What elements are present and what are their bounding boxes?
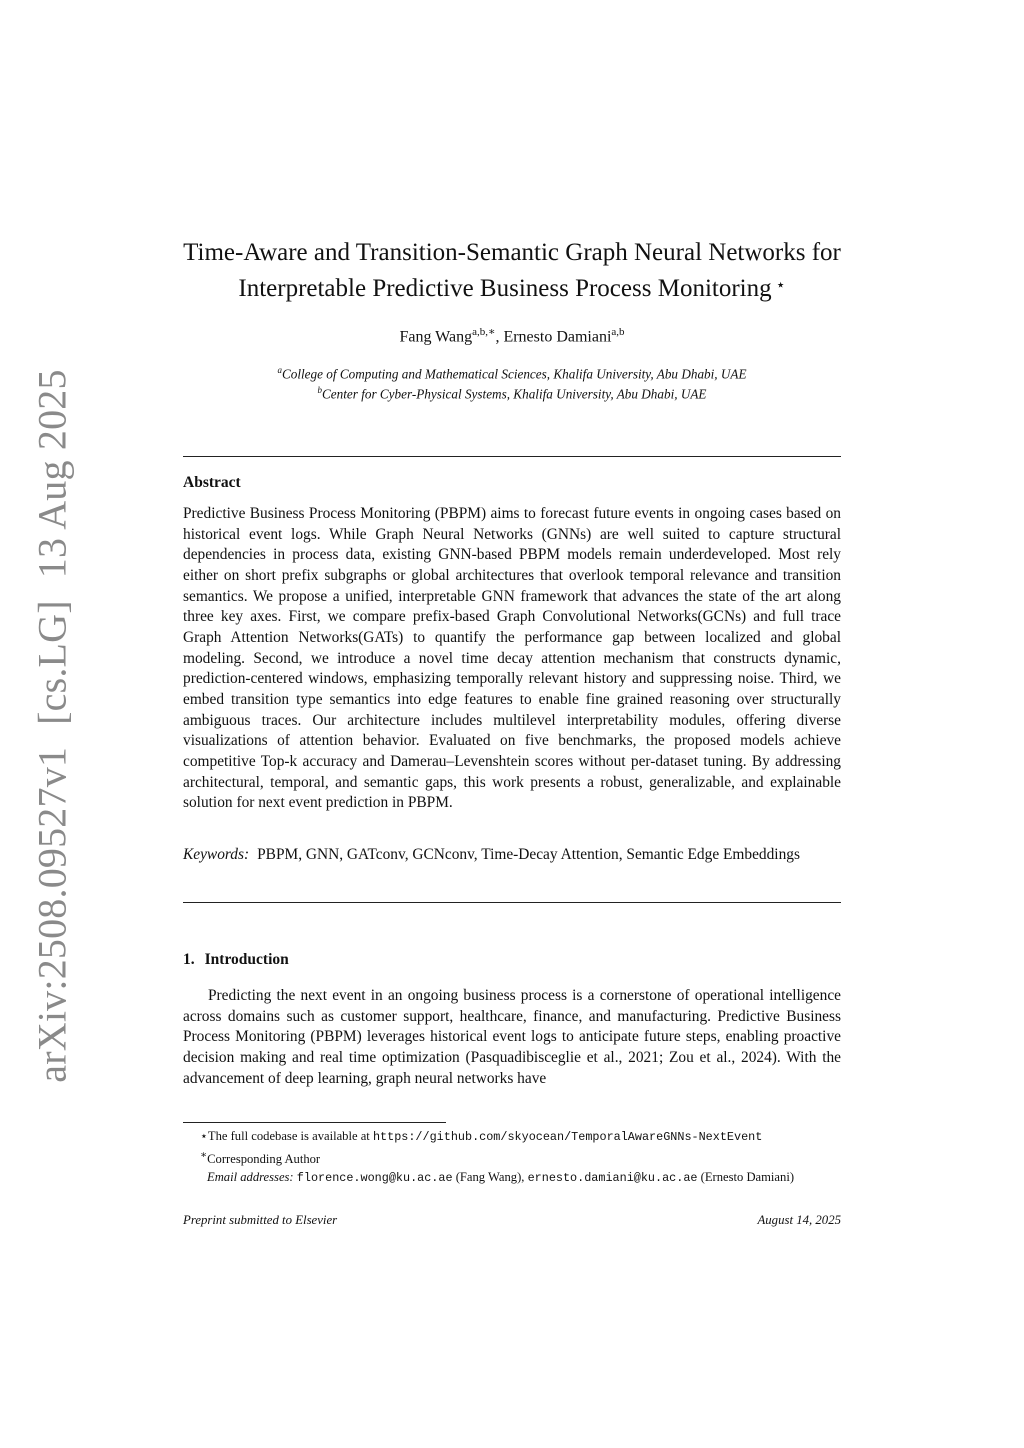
author-2-name: Ernesto Damiani	[503, 328, 612, 346]
affiliation-b	[150, 382, 874, 402]
affiliation-a-text: College of Computing and Mathematical Sciences, Khalifa University, Abu Dhabi, UAE	[281, 366, 747, 382]
author-list	[150, 325, 874, 346]
footer-preprint-note: Preprint submitted to Elsevier	[183, 1213, 338, 1227]
section-title: Introduction	[204, 951, 289, 968]
footnote-codebase-text: The full codebase is available at	[207, 1129, 370, 1143]
email-link-wang[interactable]: florence.wong@ku.ac.ae	[296, 1171, 453, 1186]
section-heading-introduction	[183, 951, 289, 969]
abstract-bottom-rule	[183, 902, 841, 903]
author-separator: ,	[495, 328, 504, 346]
footnote-corresponding-mark: ∗	[200, 1149, 208, 1161]
footer-date: August 14, 2025	[757, 1213, 841, 1227]
arxiv-id[interactable]: arXiv:2508.09527v1	[29, 746, 75, 1083]
affiliation-b-mark: b	[317, 385, 323, 396]
arxiv-side-stamp	[29, 369, 76, 1082]
section-number: 1.	[183, 951, 195, 968]
footnote-corresponding	[200, 1147, 794, 1169]
keywords-text: PBPM, GNN, GATconv, GCNconv, Time-Decay Attention, Semantic Edge Embeddings	[257, 846, 800, 863]
email-link-damiani[interactable]: ernesto.damiani@ku.ac.ae	[527, 1171, 698, 1186]
arxiv-category: [cs.LG]	[29, 600, 75, 725]
affiliation-a	[150, 362, 874, 382]
keywords	[183, 845, 841, 866]
affiliation-b-text: Center for Cyber-Physical Systems, Khalifa University, Abu Dhabi, UAE	[322, 386, 707, 402]
footnotes	[200, 1127, 794, 1188]
author-1-name: Fang Wang	[399, 328, 473, 346]
footnote-corresponding-text: Corresponding Author	[207, 1151, 321, 1166]
affiliation-a-mark: a	[277, 365, 282, 375]
email-2-owner: (Ernesto Damiani)	[700, 1170, 795, 1185]
title-line-2	[150, 269, 874, 305]
footnote-star-mark: ⋆	[200, 1129, 208, 1143]
footnote-rule	[183, 1122, 446, 1123]
codebase-url-link[interactable]: https://github.com/skyocean/TemporalAwareGNNs-NextEvent	[372, 1130, 763, 1144]
introduction-paragraph: Predicting the next event in an ongoing business process is a cornerstone of operational intelligence across domains such as customer support, healthcare, finance, and manufacturing. Predictive Business Process Monitoring (PBPM) leverages historical event logs to anticipate future steps, enabling proactive decision making and real time optimization (Pasquadibisceglie et al., 2021; Zou et al., 2024). With the advancement of deep learning, graph neural networks have	[183, 987, 841, 1087]
email-1-owner: (Fang Wang),	[455, 1170, 525, 1185]
arxiv-date: 13 Aug 2025	[29, 369, 75, 579]
paper-title	[150, 236, 874, 305]
footnote-codebase	[200, 1127, 794, 1147]
title-footnote-star[interactable]: ⋆	[775, 277, 786, 294]
title-line-1: Time-Aware and Transition-Semantic Graph Neural Networks for	[183, 239, 841, 266]
footnote-emails	[200, 1168, 794, 1188]
title-line-2-text: Interpretable Predictive Business Process Monitoring	[238, 275, 772, 302]
abstract-top-rule	[183, 456, 841, 457]
abstract-body: Predictive Business Process Monitoring (PBPM) aims to forecast future events in ongoing cases based on historical event logs. While Graph Neural Networks (GNNs) are well suited to capture structural dependencies in process data, existing GNN-based PBPM models remain underdeveloped. Most rely either on short prefix subgraphs or global architectures that overlook temporal relevance and transition semantics. We propose a unified, interpretable GNN framework that advances the state of the art along three key axes. First, we compare prefix-based Graph Convolutional Networks(GCNs) and full trace Graph Attention Networks(GATs) to quantify the performance gap between localized and global modeling. Second, we introduce a novel time decay attention mechanism that constructs dynamic, prediction-centered windows, emphasizing temporally relevant history and suppressing noise. Third, we embed transition type semantics into edge features to enable fine grained reasoning over structurally ambiguous traces. Our architecture includes multilevel interpretability modules, offering diverse visualizations of attention behavior. Evaluated on five benchmarks, the proposed models achieve competitive Top-k accuracy and Damerau–Levenshtein scores without per-dataset tuning. By addressing architectural, temporal, and semantic gaps, this work presents a robust, generalizable, and explainable solution for next event prediction in PBPM.	[183, 505, 841, 812]
author-2-affil-marks[interactable]: a,b	[611, 326, 625, 338]
affiliations	[150, 362, 874, 403]
email-label: Email addresses:	[207, 1170, 294, 1185]
abstract-heading: Abstract	[183, 474, 241, 491]
author-1-affil-marks[interactable]: a,b,∗	[472, 326, 496, 338]
keywords-label: Keywords:	[183, 846, 250, 863]
